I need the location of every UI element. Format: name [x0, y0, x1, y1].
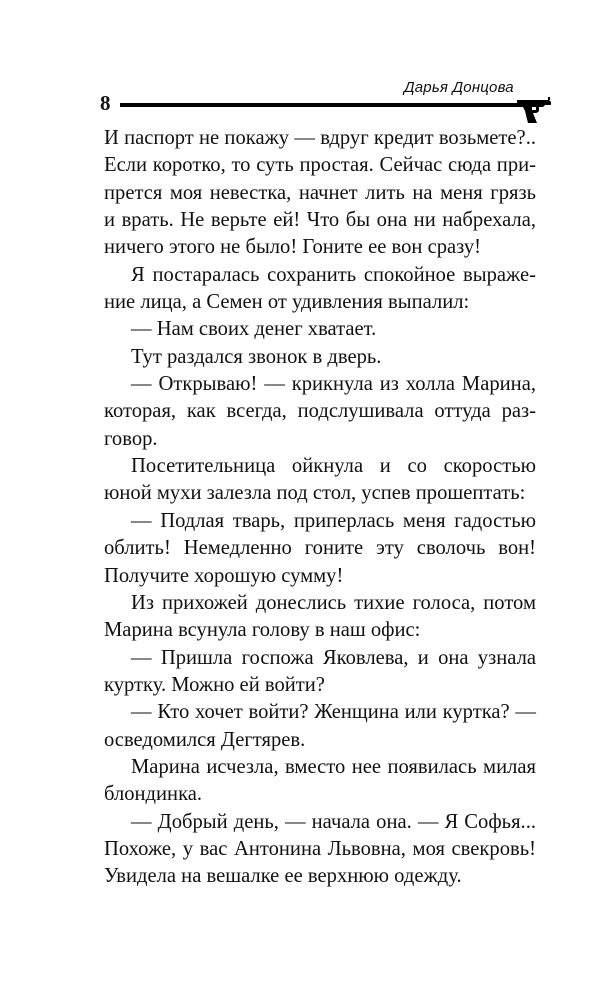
text-line: и врать. Не верьте ей! Что бы она ни набрехала,: [104, 209, 536, 232]
text-line: куртку. Можно ей войти?: [104, 673, 325, 696]
text-line: Посетительница ойкнула и со скоростью: [131, 455, 536, 478]
header-rule: [120, 103, 525, 107]
text-line: блондинка.: [104, 783, 203, 806]
page-number: 8: [100, 91, 111, 115]
text-line: Увидела на вешалке ее верхнюю одежду.: [104, 865, 462, 888]
body-text: [104, 125, 536, 891]
text-line: Похоже, у вас Антонина Львовна, моя свекровь!: [104, 837, 536, 860]
text-line: Тут раздался звонок в дверь.: [131, 345, 382, 368]
pistol-icon: [515, 94, 553, 124]
text-line: осведомился Дегтярев.: [104, 728, 306, 751]
text-line: Получите хорошую сумму!: [104, 564, 344, 587]
text-line: которая, как всегда, подслушивала оттуда раз-: [104, 400, 536, 423]
text-line: облить! Немедленно гоните эту сволочь вон!: [104, 537, 536, 560]
text-line: Марина исчезла, вместо нее появилась милая: [131, 755, 536, 778]
text-line: юной мухи залезла под стол, успев прошептать:: [104, 482, 526, 505]
text-line: Из прихожей донеслись тихие голоса, потом: [131, 591, 536, 614]
text-line: ничего этого не было! Гоните ее вон сразу!: [104, 236, 482, 259]
text-line: Если коротко, то суть простая. Сейчас сюда при-: [104, 154, 536, 177]
text-line: И паспорт не покажу — вдруг кредит возьмете?..: [104, 127, 536, 149]
text-line: — Подлая тварь, приперлась меня гадостью: [131, 509, 536, 532]
text-line: прется моя невестка, начнет лить на меня грязь: [104, 181, 536, 204]
text-line: — Кто хочет войти? Женщина или куртка? —: [131, 701, 536, 724]
text-line: Я постаралась сохранить спокойное выраже-: [131, 263, 536, 286]
text-line: говор.: [104, 427, 158, 450]
text-line: — Нам своих денег хватает.: [131, 318, 377, 341]
text-line: Марина всунула голову в наш офис:: [104, 619, 421, 642]
text-line: — Добрый день, — начала она. — Я Софья...: [131, 810, 536, 833]
text-line: — Пришла госпожа Яковлева, и она узнала: [131, 646, 536, 669]
text-line: ние лица, а Семен от удивления выпалил:: [104, 291, 470, 314]
page-header: [0, 0, 605, 130]
running-head-author: Дарья Донцова: [404, 79, 514, 96]
text-line: — Открываю! — крикнула из холла Марина,: [131, 373, 536, 396]
